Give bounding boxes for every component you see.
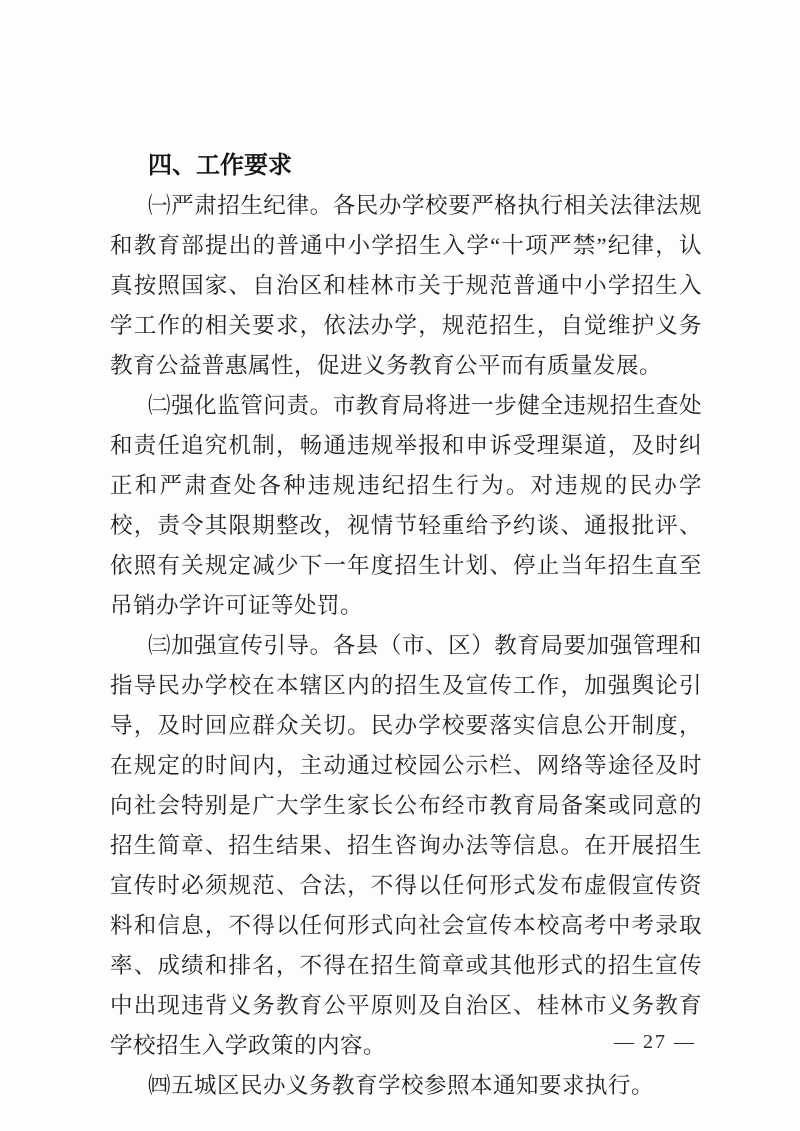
paragraph-2: ㈡强化监管问责。市教育局将进一步健全违规招生查处和责任追究机制，畅通违规举报和申诉受理渠道，及时纠正和严肃查处各种违规违纪招生行为。对违规的民办学校，责令其限期整改，视情节轻重给予约谈、通报批评、依照有关规定减少下一年度招生计划、停止当年招生直至吊销办学许可证等处罚。 bbox=[110, 393, 702, 618]
document-body bbox=[110, 146, 702, 1106]
paragraph-4: ㈣五城区民办义务教育学校参照本通知要求执行。 bbox=[148, 1073, 655, 1098]
paragraph-1: ㈠严肃招生纪律。各民办学校要严格执行相关法律法规和教育部提出的普通中小学招生入学“十项严禁”纪律，认真按照国家、自治区和桂林市关于规范普通中小学招生入学工作的相关要求，依法办学，规范招生，自觉维护义务教育公益普惠属性，促进义务教育公平而有质量发展。 bbox=[110, 193, 702, 378]
section-heading: 四、工作要求 bbox=[148, 152, 292, 179]
page-number: — 27 — bbox=[614, 1031, 696, 1053]
paragraph-3: ㈢加强宣传引导。各县（市、区）教育局要加强管理和指导民办学校在本辖区内的招生及宣传工作，加强舆论引导，及时回应群众关切。民办学校要落实信息公开制度，在规定的时间内，主动通过校园公示栏、网络等途径及时向社会特别是广大学生家长公布经市教育局备案或同意的招生简章、招生结果、招生咨询办法等信息。在开展招生宣传时必须规范、合法，不得以任何形式发布虚假宣传资料和信息，不得以任何形式向社会宣传本校高考中考录取率、成绩和排名，不得在招生简章或其他形式的招生宣传中出现违背义务教育公平原则及自治区、桂林市义务教育学校招生入学政策的内容。 bbox=[110, 633, 702, 1058]
